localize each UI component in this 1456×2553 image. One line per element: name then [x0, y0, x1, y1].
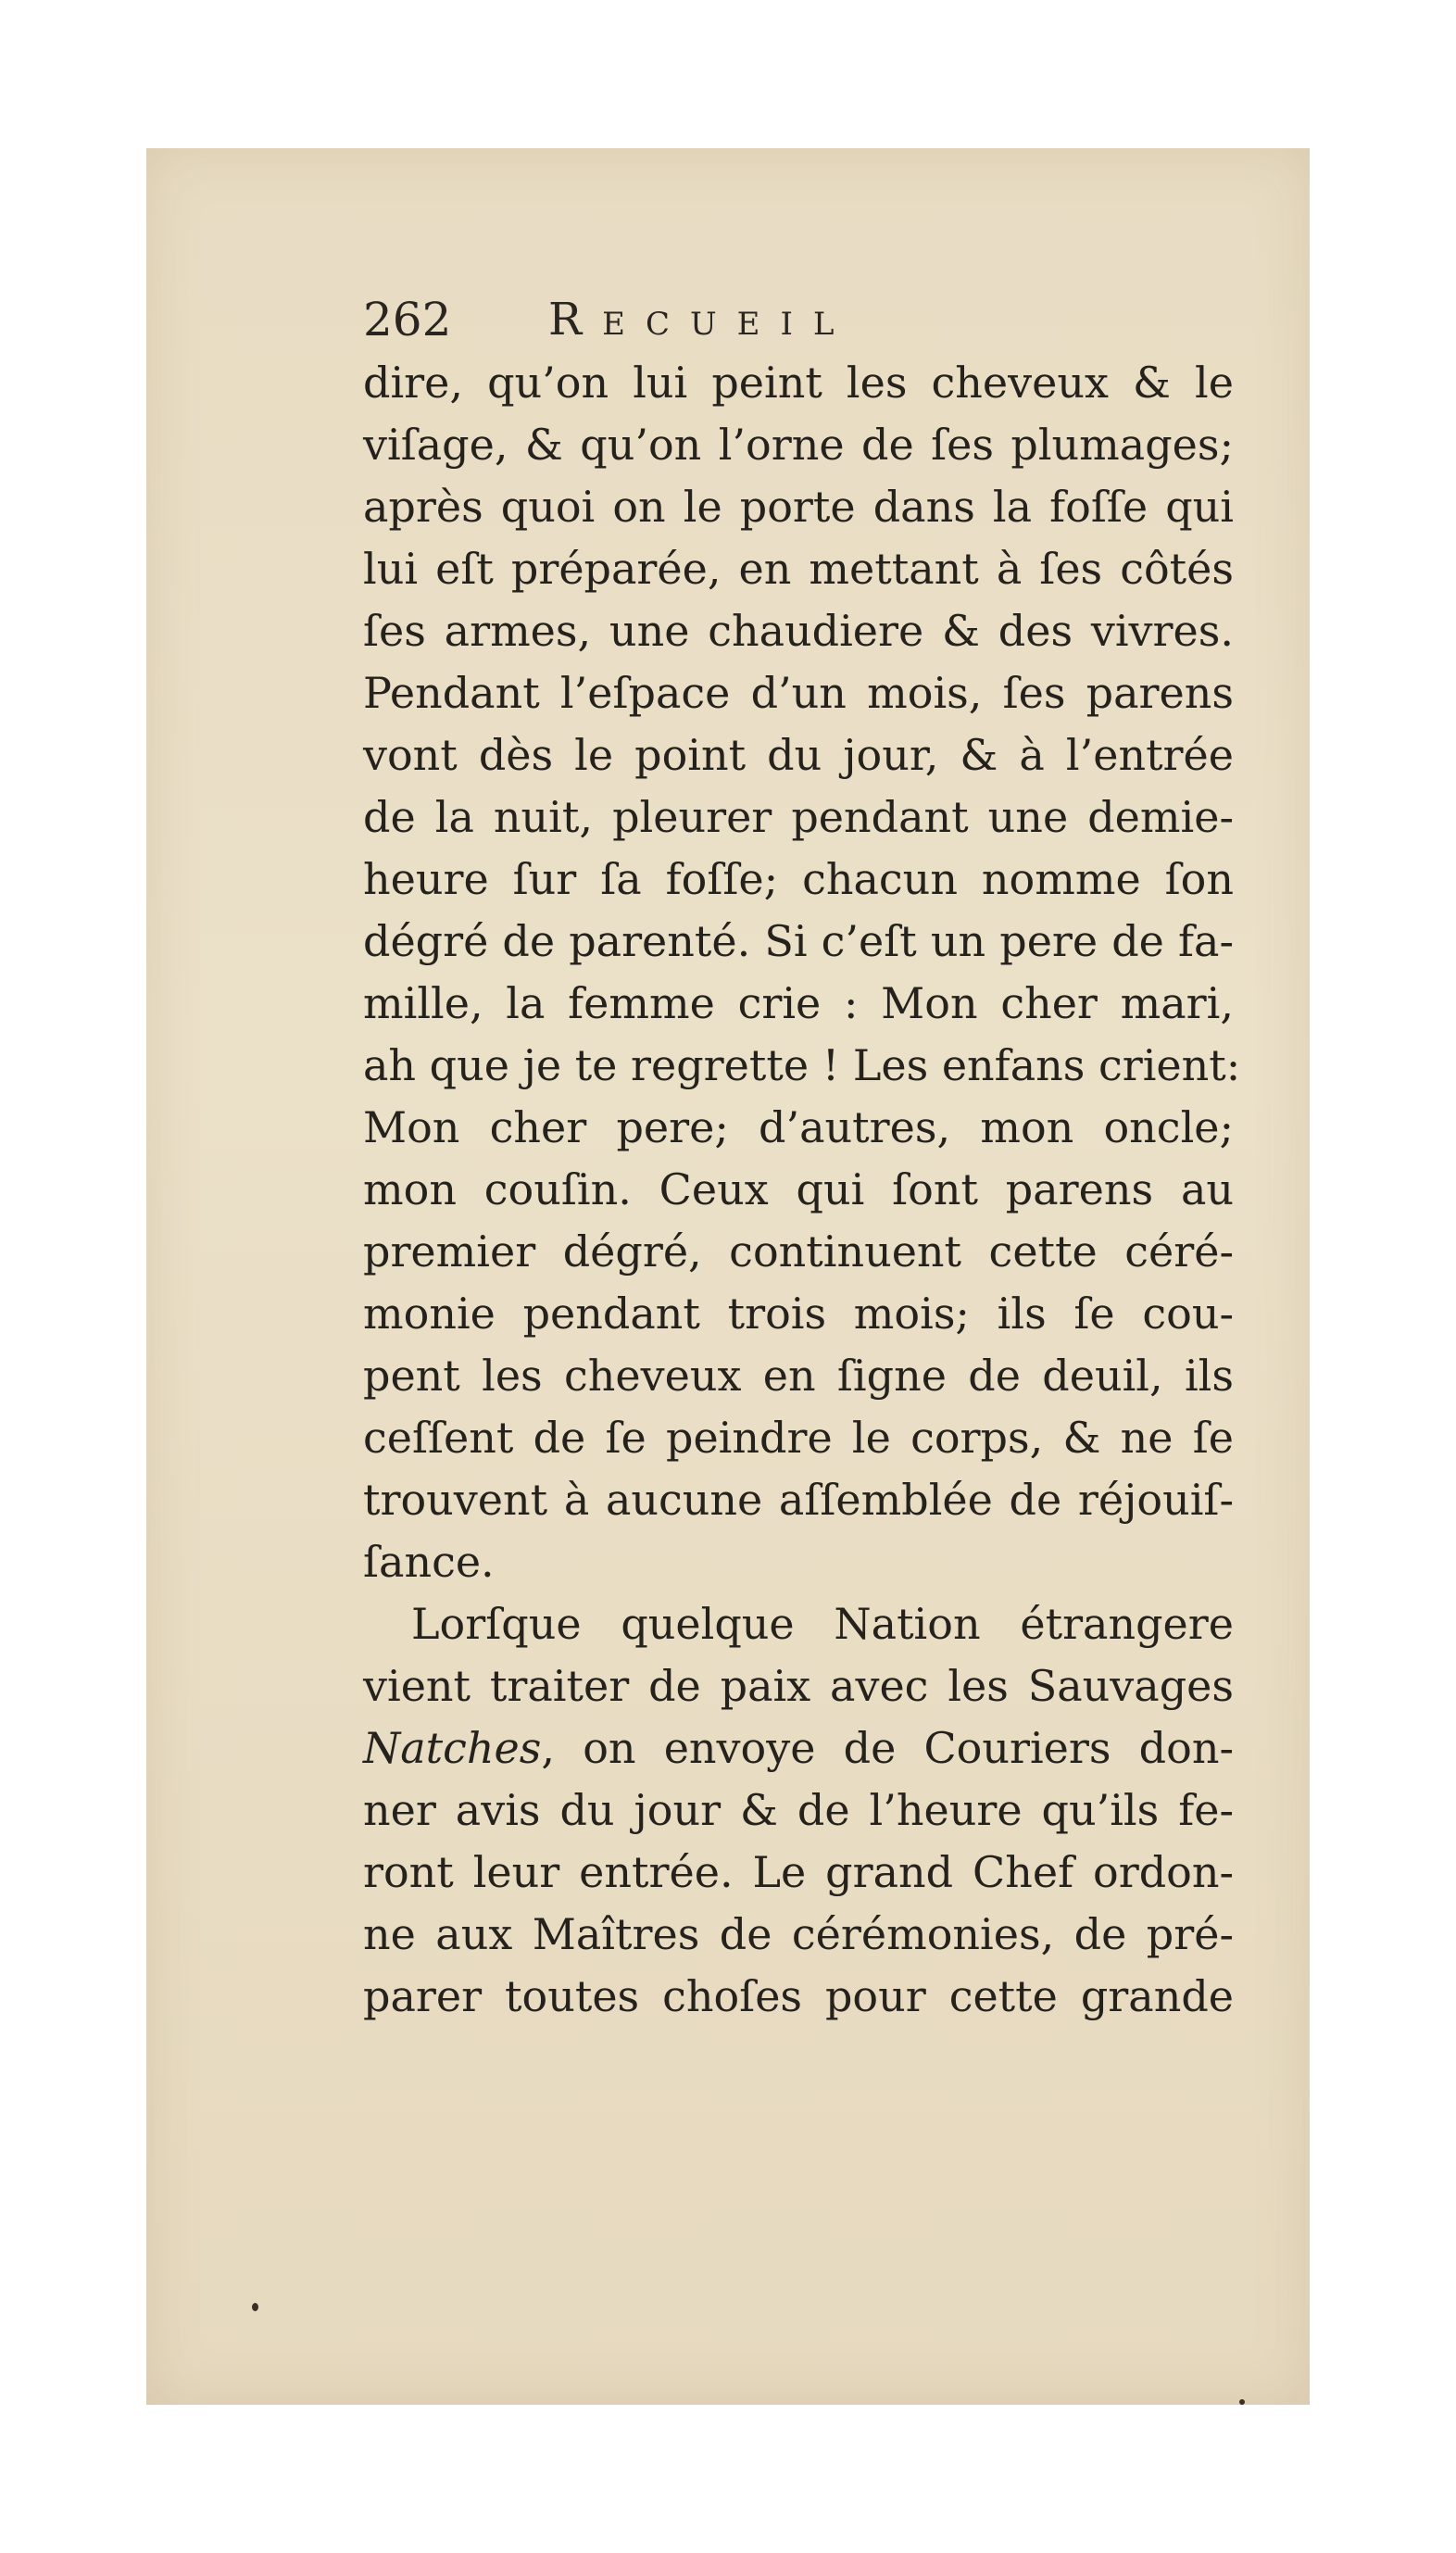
- running-head: Recueil: [548, 294, 855, 346]
- text-line: Pendant l’eſpace d’un mois, ſes parens: [363, 668, 1234, 718]
- text-line: dégré de parenté. Si c’eſt un pere de fa-: [363, 916, 1234, 966]
- text-line: de la nuit, pleurer pendant une demie-: [363, 792, 1234, 842]
- ink-speck: [1239, 2399, 1245, 2405]
- text-line: ne aux Maîtres de cérémonies, de pré-: [363, 1909, 1234, 1959]
- text-line: parer toutes choſes pour cette grande: [363, 1971, 1234, 2021]
- text-line: vont dès le point du jour, & à l’entrée: [363, 730, 1234, 780]
- text-line: vient traiter de paix avec les Sauvages: [363, 1661, 1234, 1711]
- page-number: 262: [363, 293, 452, 346]
- text-line: viſage, & qu’on l’orne de ſes plumages;: [363, 420, 1234, 470]
- text-line: lui eſt préparée, en mettant à ſes côtés: [363, 544, 1234, 594]
- italic-word: Natches: [363, 1723, 542, 1773]
- body-text: [363, 352, 1241, 2028]
- text-line: ſance.: [363, 1537, 495, 1587]
- text-line: ront leur entrée. Le grand Chef ordon-: [363, 1847, 1234, 1897]
- text-line: ſes armes, une chaudiere & des vivres.: [363, 606, 1234, 656]
- text-line: mille, la femme crie : Mon cher mari,: [363, 978, 1234, 1028]
- ink-speck: [252, 2303, 258, 2311]
- page-header: [363, 283, 1067, 357]
- text-line: monie pendant trois mois; ils ſe cou-: [363, 1289, 1234, 1339]
- text-line: premier dégré, continuent cette céré-: [363, 1226, 1234, 1276]
- text-line: ner avis du jour & de l’heure qu’ils fe-: [363, 1785, 1234, 1835]
- text-line: ah que je te regrette ! Les enfans crient:: [363, 1040, 1241, 1090]
- text-line: pent les cheveux en ſigne de deuil, ils: [363, 1351, 1234, 1401]
- text-line: ceſſent de ſe peindre le corps, & ne ſe: [363, 1413, 1234, 1463]
- text-line-italic-start: Natches, on envoye de Couriers don-: [363, 1723, 1234, 1773]
- text-line: dire, qu’on lui peint les cheveux & le: [363, 358, 1234, 408]
- text-line: heure ſur ſa foſſe; chacun nomme ſon: [363, 854, 1234, 904]
- text-line: Mon cher pere; d’autres, mon oncle;: [363, 1102, 1234, 1152]
- text-line: trouvent à aucune aſſemblée de réjouiſ-: [363, 1475, 1234, 1525]
- text-line: après quoi on le porte dans la foſſe qui: [363, 482, 1234, 532]
- text-line: mon couſin. Ceux qui ſont parens au: [363, 1164, 1234, 1214]
- text-line: Lorſque quelque Nation étrangere: [411, 1599, 1234, 1649]
